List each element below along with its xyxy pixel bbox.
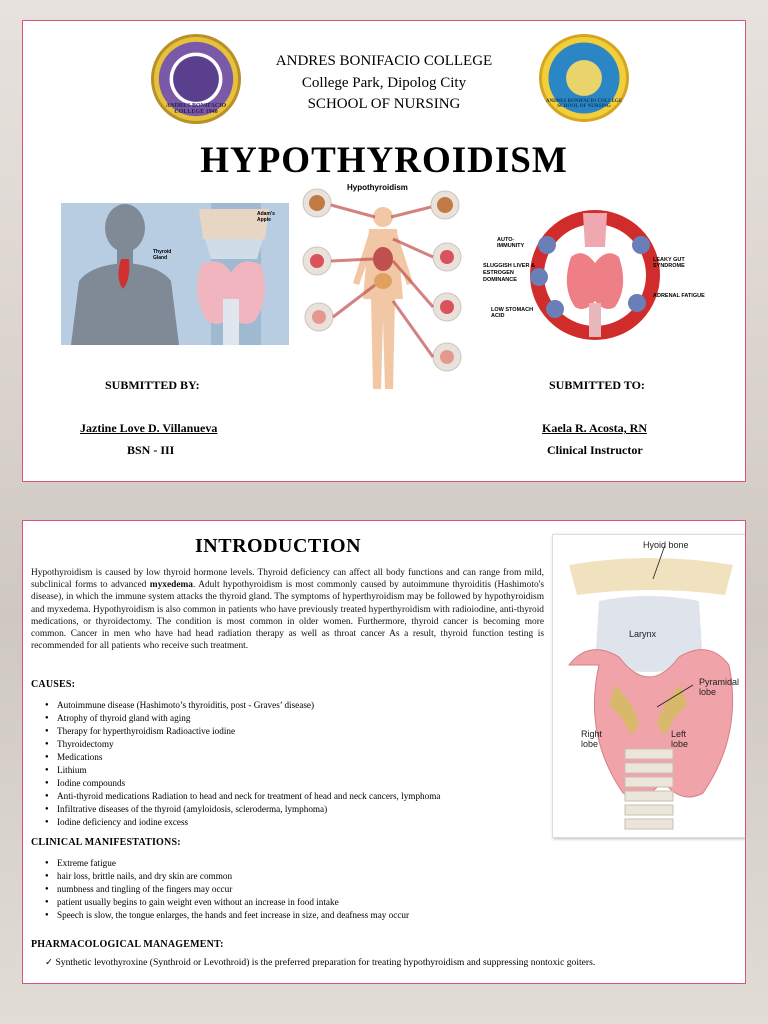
causes-list — [45, 699, 440, 829]
document-title: HYPOTHYROIDISM — [200, 140, 568, 181]
list-item: ● Autoimmune disease (Hashimoto’s thyroiditis, post - Graves’ disease) — [45, 699, 440, 712]
content-page — [22, 520, 746, 984]
submitted-by-name: Jaztine Love D. Villanueva — [80, 421, 218, 435]
cover-page — [22, 20, 746, 482]
intro-heading: INTRODUCTION — [195, 535, 362, 557]
pharm-heading: PHARMACOLOGICAL MANAGEMENT: — [31, 939, 224, 950]
list-item: ● Atrophy of thyroid gland with aging — [45, 712, 440, 725]
label-left-lobe: Left lobe — [671, 729, 689, 749]
label-adrenal-fatigue: ADRENAL FATIGUE — [653, 293, 705, 299]
clinical-list — [45, 857, 409, 922]
label-larynx: Larynx — [629, 629, 657, 639]
symptoms-figure-title: Hypothyroidism — [347, 183, 408, 192]
intro-text-start: Hypothyroidism is caused by low thyroid hormone levels. Thyroid deficiency can affect all body functions and can range from mild, subclinical forms to advanced — [31, 568, 544, 591]
hypothyroidism-symptoms-figure — [297, 181, 469, 399]
submitted-to-role: Clinical Instructor — [547, 443, 643, 457]
submitted-by-label: SUBMITTED BY: — [105, 378, 200, 392]
list-item: ● Thyroidectomy — [45, 738, 440, 751]
list-item: ● Anti-thyroid medications Radiation to head and neck for treatment of head and neck cancers, lymphoma — [45, 790, 440, 803]
submitted-to-label: SUBMITTED TO: — [549, 378, 645, 392]
intro-paragraph — [31, 567, 544, 652]
list-item: ● Infiltrative diseases of the thyroid (amyloidosis, scleroderma, lymphoma) — [45, 803, 440, 816]
submitted-by-role: BSN - III — [127, 443, 175, 457]
list-item: ● Iodine deficiency and iodine excess — [45, 816, 440, 829]
label-adams-apple: Adam's Apple — [257, 211, 275, 223]
list-item: ● Therapy for hyperthyroidism Radioactive iodine — [45, 725, 440, 738]
college-address: College Park, Dipolog City — [301, 75, 467, 91]
seal-left-text: ANDRES BONIFACIO COLLEGE 1940 — [165, 103, 227, 115]
submitted-to-name: Kaela R. Acosta, RN — [542, 421, 647, 435]
label-sluggish-liver: SLUGGISH LIVER & ESTROGEN DOMINANCE — [483, 263, 535, 283]
list-item: ● hair loss, brittle nails, and dry skin are common — [45, 870, 409, 883]
list-item: ● Iodine compounds — [45, 777, 440, 790]
college-name: ANDRES BONIFACIO COLLEGE — [275, 53, 493, 69]
list-item: ● Medications — [45, 751, 440, 764]
school-name: SCHOOL OF NURSING — [307, 96, 461, 112]
pharm-item — [45, 957, 595, 968]
intro-text-bold: myxedema — [149, 580, 193, 591]
label-auto-immunity: AUTO-IMMUNITY — [497, 237, 525, 249]
thyroid-neck-figure — [61, 203, 289, 345]
label-pyramidal-lobe: Pyramidal lobe — [699, 677, 740, 697]
list-item: ● Extreme fatigue — [45, 857, 409, 870]
intro-text-end: . Adult hypothyroidism is most commonly caused by autoimmune thyroiditis (Hashimoto's disease), in which the immune system attacks the thyroid gland. The symptoms of hyperthyroidism may be followed by hypothyroidism and myxedema. Hypothyroidism is also common in patients who have previously treated hyperthyroidism with radioiodine, anti-thyroid medications, or thyroidectomy. The condition is most common in older women. Furthermore, thyroid cancer is becoming more common. Cancer in men who have had head radiation therapy as well as throat cancer As a result, thyroid function testing is recommended for all patients who receive such treatment. — [31, 580, 544, 652]
thyroid-causes-figure — [473, 207, 709, 343]
label-thyroid-gland: Thyroid Gland — [153, 249, 172, 261]
pharm-item-text: Synthetic levothyroxine (Synthroid or Levothroid) is the preferred preparation for treating hypothyroidism and suppressing nontoxic goiters. — [55, 957, 596, 968]
thyroid-anatomy-figure — [552, 534, 746, 838]
causes-heading: CAUSES: — [31, 679, 76, 690]
clinical-heading: CLINICAL MANIFESTATIONS: — [31, 837, 181, 848]
list-item: ● Lithium — [45, 764, 440, 777]
label-hyoid-bone: Hyoid bone — [643, 540, 689, 550]
checkmark-icon: ✓ — [45, 957, 56, 968]
label-leaky-gut: LEAKY GUT SYNDROME — [653, 257, 685, 269]
label-low-stomach-acid: LOW STOMACH ACID — [491, 307, 534, 319]
label-right-lobe: Right lobe — [581, 729, 603, 749]
list-item: ● patient usually begins to gain weight even without an increase in food intake — [45, 896, 409, 909]
list-item: ● Speech is slow, the tongue enlarges, the hands and feet increase in size, and deafness may occur — [45, 909, 409, 922]
seal-right-text: ANDRES BONIFACIO COLLEGE SCHOOL OF NURSING — [545, 99, 623, 109]
list-item: ● numbness and tingling of the fingers may occur — [45, 883, 409, 896]
